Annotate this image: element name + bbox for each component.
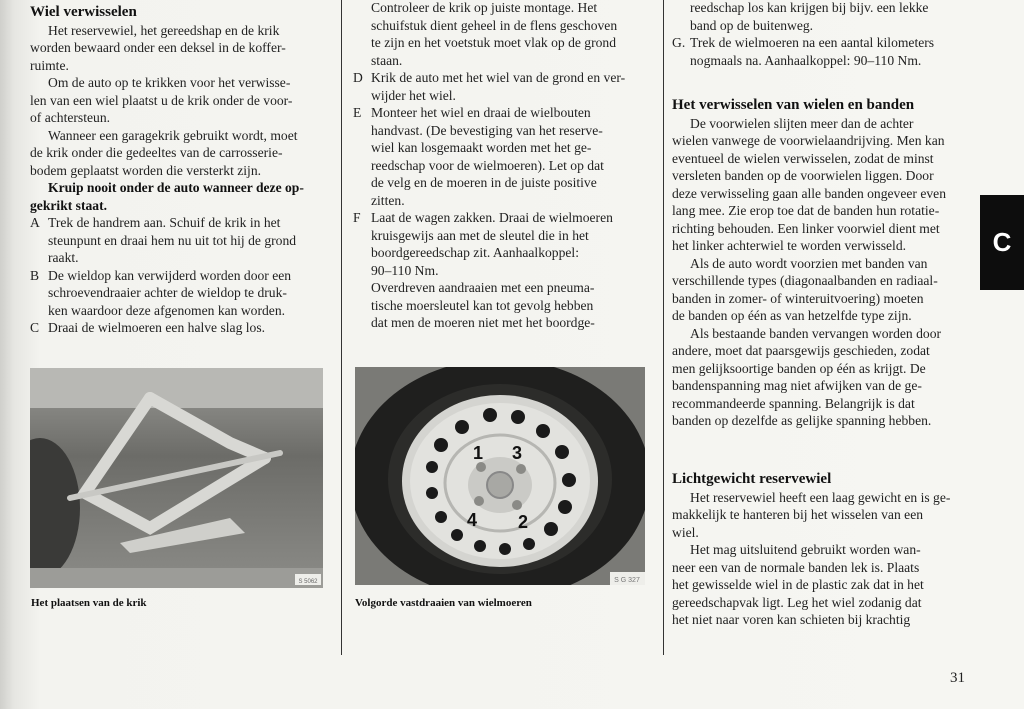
- text-line: schuifstuk dient geheel in de flens geschoven: [371, 17, 618, 33]
- text-line: recommandeerde spanning. Belangrijk is dat: [672, 395, 915, 411]
- text-line: wiel kan losgemaakt worden met het ge-: [371, 140, 592, 155]
- paragraph: [672, 325, 946, 430]
- section-heading: [30, 4, 304, 22]
- wheel-photo-code: S G 327: [614, 577, 640, 584]
- text-line: men gelijksoortige banden op één as krijgt. De: [672, 360, 926, 376]
- text-line: de banden op één as van hetzelfde type zijn.: [672, 308, 912, 323]
- column-2: [353, 0, 625, 332]
- text-line: neer een van de normale banden lek is. Plaats: [672, 559, 920, 575]
- nut-label-2: 2: [518, 512, 529, 532]
- text-line: deze verwisseling gaan alle banden ongeveer even: [672, 185, 947, 201]
- text-line: Het mag uitsluitend gebruikt worden wan-: [690, 542, 921, 557]
- paragraph: [672, 0, 934, 34]
- page-number: 31: [950, 670, 965, 686]
- column-1: [30, 4, 304, 337]
- text-line: Trek de handrem aan. Schuif de krik in het: [48, 215, 281, 230]
- text-line: tische moersleutel kan tot gevolg hebben: [371, 297, 594, 313]
- paragraph: [672, 255, 946, 325]
- step-item: [672, 34, 934, 69]
- text-line: Lichtgewicht reservewiel: [672, 471, 832, 487]
- step-label: E: [353, 105, 362, 120]
- text-line: banden op dezelfde as gelijke spanning hebben.: [672, 413, 932, 428]
- text-line: staan.: [371, 52, 403, 68]
- text-line: verschillende types (diagonaalbanden en radiaal-: [672, 273, 938, 288]
- text-line: worden bewaard onder een deksel in de koffer-: [30, 40, 286, 55]
- text-line: reedschap los kan krijgen bij bijv. een lekke: [690, 0, 929, 15]
- text-line: te zijn en het voetstuk moet vlak op de grond: [371, 35, 617, 50]
- text-line: andere, moet dat paarsgewijs geschieden, zodat: [672, 343, 930, 358]
- text-line: nogmaals na. Aanhaalkoppel: 90–110 Nm.: [690, 52, 922, 68]
- step-item: [353, 69, 625, 104]
- paragraph: [672, 541, 950, 629]
- paragraph: [353, 0, 625, 69]
- column-3-top: [672, 0, 934, 69]
- text-line: Kruip nooit onder de auto wanneer deze op-: [48, 180, 304, 195]
- text-line: gekrikt staat.: [30, 197, 108, 213]
- text-line: makkelijk te hanteren bij het wisselen van een: [672, 507, 924, 522]
- paragraph: [672, 115, 946, 255]
- text-line: Overdreven aandraaien met een pneuma-: [371, 280, 595, 295]
- text-line: Het verwisselen van wielen en banden: [672, 97, 915, 113]
- text-line: Wanneer een garagekrik gebruikt wordt, moet: [48, 127, 298, 143]
- text-line: Het reservewiel, het gereedshap en de krik: [48, 22, 280, 38]
- text-line: Wiel verwisselen: [30, 4, 137, 20]
- text-line: bodem geplaatst worden die versterkt zijn.: [30, 162, 262, 178]
- text-line: Monteer het wiel en draai de wielbouten: [371, 105, 591, 120]
- step-label: D: [353, 70, 363, 85]
- text-line: bandenspanning mag niet afwijken van de ge-: [672, 378, 922, 393]
- text-line: len van een wiel plaatst u de krik onder de voor-: [30, 92, 293, 108]
- text-line: wielen vanwege de voorwielaandrijving. Men kan: [672, 133, 945, 148]
- text-line: Trek de wielmoeren na een aantal kilometers: [690, 35, 935, 50]
- text-line: eventueel de wielen verwisselen, zodat de minst: [672, 150, 934, 166]
- nut-label-3: 3: [512, 443, 523, 463]
- text-line: Krik de auto met het wiel van de grond en ver-: [371, 70, 626, 85]
- column-divider: [663, 0, 664, 655]
- text-line: reedschap voor de wielmoeren). Let op dat: [371, 157, 604, 173]
- text-line: de krik onder die gedeeltes van de carrosserie-: [30, 145, 283, 160]
- text-line: 90–110 Nm.: [371, 262, 439, 278]
- text-line: Het reservewiel heeft een laag gewicht en is ge-: [690, 489, 951, 505]
- text-line: De voorwielen slijten meer dan de achter: [690, 115, 914, 131]
- text-line: Om de auto op te krikken voor het verwisse-: [48, 75, 291, 90]
- step-item: [30, 214, 304, 267]
- text-line: gereedschapvak ligt. Leg het wiel zodanig dat: [672, 594, 922, 610]
- text-line: banden in zomer- of winteruitvoering) moeten: [672, 290, 924, 306]
- text-line: steunpunt en draai hem nu uit tot hij de grond: [48, 232, 297, 248]
- step-label: B: [30, 267, 40, 283]
- text-line: het niet naar voren kan schieten bij krachtig: [672, 612, 911, 627]
- paragraph: [30, 179, 304, 214]
- wheel-caption: Volgorde vastdraaien van wielmoeren: [355, 597, 532, 609]
- nut-label-4: 4: [467, 510, 478, 530]
- text-line: wiel.: [672, 524, 699, 540]
- text-line: ken waardoor deze afgenomen kan worden.: [48, 302, 286, 318]
- section-heading: [672, 471, 950, 489]
- text-line: het linker achterwiel te worden verwisseld.: [672, 238, 907, 253]
- text-line: kruisgewijs aan met de sleutel die in het: [371, 227, 589, 243]
- text-line: schroevendraaier achter de wieldop te druk-: [48, 285, 287, 300]
- step-item: [30, 319, 304, 337]
- column-3-tyres: [672, 97, 946, 430]
- column-divider: [341, 0, 342, 655]
- text-line: boordgereedschap zit. Aanhaalkoppel:: [371, 245, 579, 260]
- text-line: Controleer de krik op juiste montage. Het: [371, 0, 598, 15]
- text-line: dat men de moeren niet met het boordge-: [371, 315, 595, 330]
- step-label: F: [353, 210, 361, 225]
- paragraph: [30, 22, 304, 75]
- text-line: Draai de wielmoeren een halve slag los.: [48, 320, 266, 335]
- text-line: zitten.: [371, 192, 405, 208]
- text-line: band op de buitenweg.: [690, 17, 814, 33]
- text-line: wijder het wiel.: [371, 87, 456, 103]
- text-line: of achtersteun.: [30, 110, 111, 125]
- paragraph: [30, 127, 304, 180]
- text-line: handvast. (De bevestiging van het reserve-: [371, 122, 603, 138]
- step-label: G.: [672, 35, 686, 50]
- step-item: [353, 104, 625, 209]
- section-heading: [672, 97, 946, 115]
- jack-caption: Het plaatsen van de krik: [31, 597, 147, 609]
- paragraph: [672, 489, 950, 542]
- jack-photo-code: S 5062: [298, 579, 318, 585]
- text-line: versleten banden op de voorwielen liggen. Door: [672, 168, 934, 183]
- text-line: de velg en de moeren in de juiste positive: [371, 175, 597, 190]
- step-label: C: [30, 320, 40, 335]
- text-line: lang mee. Zie erop toe dat de banden hun rotatie-: [672, 203, 940, 218]
- text-line: richting behouden. Een linker voorwiel dient met: [672, 220, 940, 236]
- text-line: Laat de wagen zakken. Draai de wielmoeren: [371, 210, 613, 225]
- text-line: De wieldop kan verwijderd worden door een: [48, 267, 292, 283]
- nut-label-1: 1: [473, 443, 484, 463]
- text-line: Als bestaande banden vervangen worden door: [690, 325, 942, 341]
- step-item: [30, 267, 304, 320]
- wheel-photo: [355, 367, 645, 585]
- column-3-spare-wheel: [672, 471, 950, 629]
- text-line: ruimte.: [30, 57, 69, 73]
- text-line: het gewisselde wiel in de plastic zak dat in het: [672, 577, 924, 592]
- step-item: [353, 209, 625, 279]
- text-line: Als de auto wordt voorzien met banden van: [690, 255, 928, 271]
- jack-photo: [30, 368, 323, 588]
- section-tab: C: [980, 195, 1024, 290]
- step-label: A: [30, 215, 40, 230]
- paragraph: [353, 279, 625, 332]
- paragraph: [30, 74, 304, 127]
- text-line: raakt.: [48, 250, 79, 265]
